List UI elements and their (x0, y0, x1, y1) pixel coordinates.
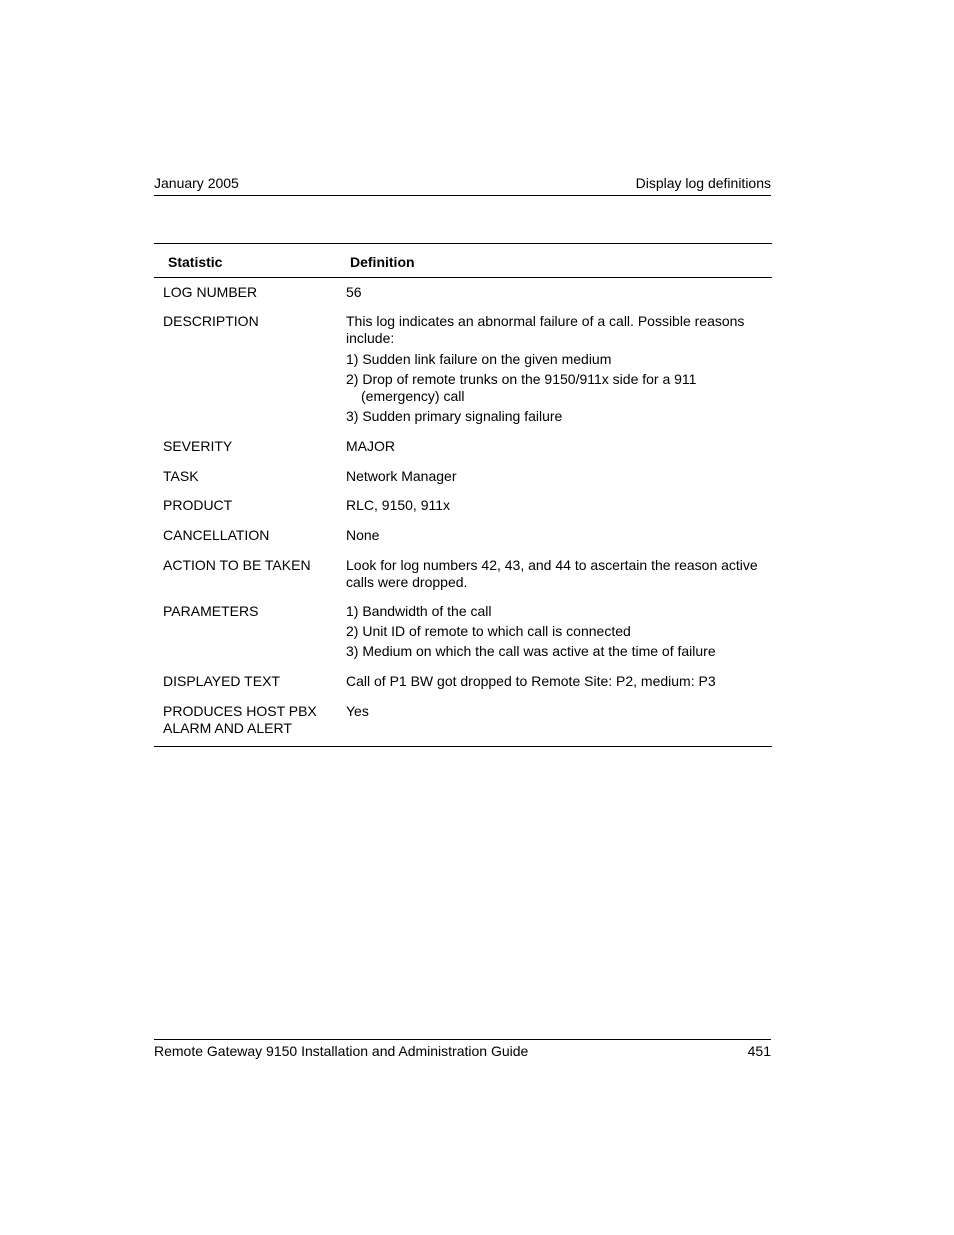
row-definition (346, 497, 766, 514)
definition-list-item: 1) Bandwidth of the call (346, 603, 492, 619)
row-statistic: DISPLAYED TEXT (163, 673, 280, 689)
table-row (154, 438, 772, 468)
definition-list-item: 1) Sudden link failure on the given medium (346, 351, 612, 367)
log-definition-table (154, 243, 772, 747)
header-date: January 2005 (154, 175, 239, 191)
row-definition (346, 703, 766, 720)
row-definition (346, 557, 766, 591)
definition-text: None (346, 527, 380, 543)
definition-list-item: 2) Unit ID of remote to which call is connected (346, 623, 631, 639)
definition-text: Call of P1 BW got dropped to Remote Site: P2, medium: P3 (346, 673, 716, 689)
row-definition (346, 284, 766, 301)
row-statistic: SEVERITY (163, 438, 233, 454)
table-row (154, 603, 772, 673)
row-definition (346, 603, 766, 660)
table-row (154, 703, 772, 746)
row-definition (346, 438, 766, 455)
row-statistic: ACTION TO BE TAKEN (163, 557, 311, 573)
row-statistic: PRODUCT (163, 497, 233, 513)
definition-text: Look for log numbers 42, 43, and 44 to ascertain the reason active calls were dropped. (346, 557, 758, 590)
row-definition (346, 313, 766, 425)
definition-text: Network Manager (346, 468, 457, 484)
definition-list-item: 3) Medium on which the call was active at the time of failure (346, 643, 716, 659)
definition-list-item: 3) Sudden primary signaling failure (346, 408, 563, 424)
definition-list-item: 2) Drop of remote trunks on the 9150/911x side for a 911 (emergency) call (346, 371, 697, 404)
table-row (154, 673, 772, 703)
row-definition (346, 527, 766, 544)
definition-text: This log indicates an abnormal failure of a call. Possible reasons include: (346, 313, 745, 346)
row-definition (346, 673, 766, 690)
column-header-statistic: Statistic (168, 254, 223, 270)
row-statistic: PARAMETERS (163, 603, 259, 619)
table-row (154, 557, 772, 603)
column-header-definition: Definition (350, 254, 415, 270)
table-row (154, 313, 772, 438)
definition-text: 56 (346, 284, 362, 300)
definition-text: RLC, 9150, 911x (346, 497, 451, 513)
table-row (154, 468, 772, 497)
row-statistic: DESCRIPTION (163, 313, 259, 329)
row-definition (346, 468, 766, 485)
table-row (154, 284, 772, 313)
row-statistic: CANCELLATION (163, 527, 270, 543)
header-section-title: Display log definitions (635, 175, 771, 191)
table-row (154, 497, 772, 527)
row-statistic: LOG NUMBER (163, 284, 258, 300)
page-footer (154, 1039, 771, 1063)
definition-text: MAJOR (346, 438, 395, 454)
page-header (154, 175, 771, 196)
row-statistic: TASK (163, 468, 199, 484)
table-header (154, 244, 772, 278)
page-number: 451 (747, 1043, 771, 1059)
table-row (154, 527, 772, 557)
definition-text: Yes (346, 703, 369, 719)
row-statistic: PRODUCES HOST PBX ALARM AND ALERT (163, 703, 317, 736)
footer-document-title: Remote Gateway 9150 Installation and Administration Guide (154, 1043, 529, 1059)
